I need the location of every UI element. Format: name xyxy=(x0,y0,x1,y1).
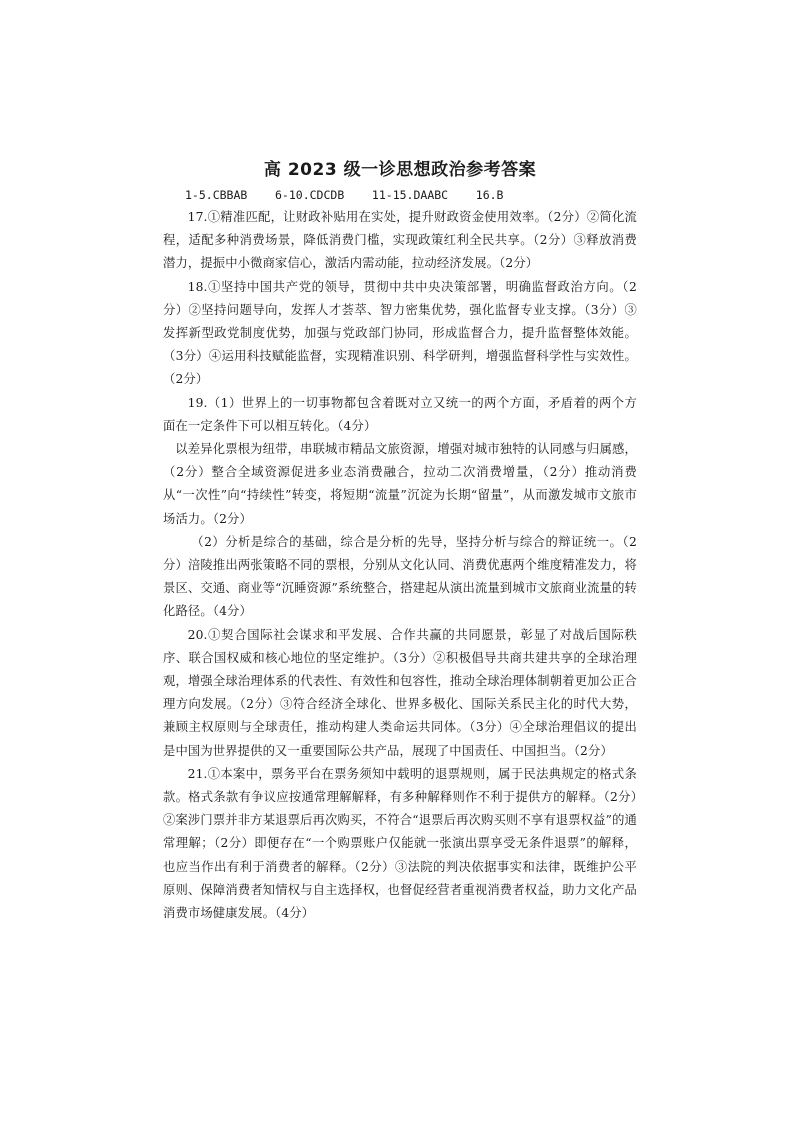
answer-18: 18.①坚持中国共产党的领导，贯彻中共中央决策部署，明确监督政治方向。（2分）②坚持问题导向，发挥人才荟萃、智力密集优势，强化监督专业支撑。（3分）③发挥新型政党制度优势，加强与党政部门协同，形成监督合力，提升监督整体效能。（3分）④运用科技赋能监督，实现精准识别、科学研判，增强监督科学性与实效性。（2分） xyxy=(163,279,637,387)
page-title: 高 2023 级一诊思想政治参考答案 xyxy=(263,160,537,180)
multiple-choice-answers: 1-5.CBBAB 6-10.CDCDB 11-15.DAABC 16.B xyxy=(185,188,504,202)
answer-content xyxy=(163,157,637,925)
answer-19-part1-explanation: 以差异化票根为纽带，串联城市精品文旅资源，增强对城市独特的认同感与归属感，（2分）整合全域资源促进多业态消费融合，拉动二次消费增量，（2分）推动消费从“一次性”向“持续性”转变，将短期“流量”沉淀为长期“留量”，从而激发城市文旅市场活力。（2分） xyxy=(163,442,637,526)
answer-17: 17.①精准匹配，让财政补贴用在实处，提升财政资金使用效率。（2分）②简化流程，适配多种消费场景，降低消费门槛，实现政策红利全民共享。（2分）③释放消费潜力，提振中小微商家信心，激活内需动能，拉动经济发展。（2分） xyxy=(163,210,637,271)
answer-19-part2: （2）分析是综合的基础，综合是分析的先导，坚持分析与综合的辩证统一。（2分）涪陵推出两张策略不同的票根，分别从文化认同、消费优惠两个维度精准发力，将景区、交通、商业等“沉睡资源”系统整合，搭建起从演出流量到城市文旅商业流量的转化路径。（4分） xyxy=(163,534,637,619)
answer-20: 20.①契合国际社会谋求和平发展、合作共赢的共同愿景，彰显了对战后国际秩序、联合国权威和核心地位的坚定维护。（3分）②积极倡导共商共建共享的全球治理观，增强全球治理体系的代表性、有效性和包容性，推动全球治理体制朝着更加公正合理方向发展。（2分）③符合经济全球化、世界多极化、国际关系民主化的时代大势，兼顾主权原则与全球责任，推动构建人类命运共同体。（3分）④全球治理倡议的提出是中国为世界提供的又一重要国际公共产品，展现了中国责任、中国担当。（2分） xyxy=(163,627,637,758)
answer-21: 21.①本案中，票务平台在票务须知中载明的退票规则，属于民法典规定的格式条款。格式条款有争议应按通常理解解释，有多种解释则作不利于提供方的解释。（2分）②案涉门票并非方某退票后再次购买，不符合“退票后再次购买则不享有退票权益”的通常理解；（2分）即便存在“一个购票账户仅能就一张演出票享受无条件退票”的解释，也应当作出有利于消费者的解释。（2分）③法院的判决依据事实和法律，既维护公平原则、保障消费者知情权与自主选择权，也督促经营者重视消费者权益，助力文化产品消费市场健康发展。（4分） xyxy=(163,766,637,921)
answer-19-part1: 19.（1）世界上的一切事物都包含着既对立又统一的两个方面，矛盾着的两个方面在一定条件下可以相互转化。（4分） xyxy=(163,395,637,433)
